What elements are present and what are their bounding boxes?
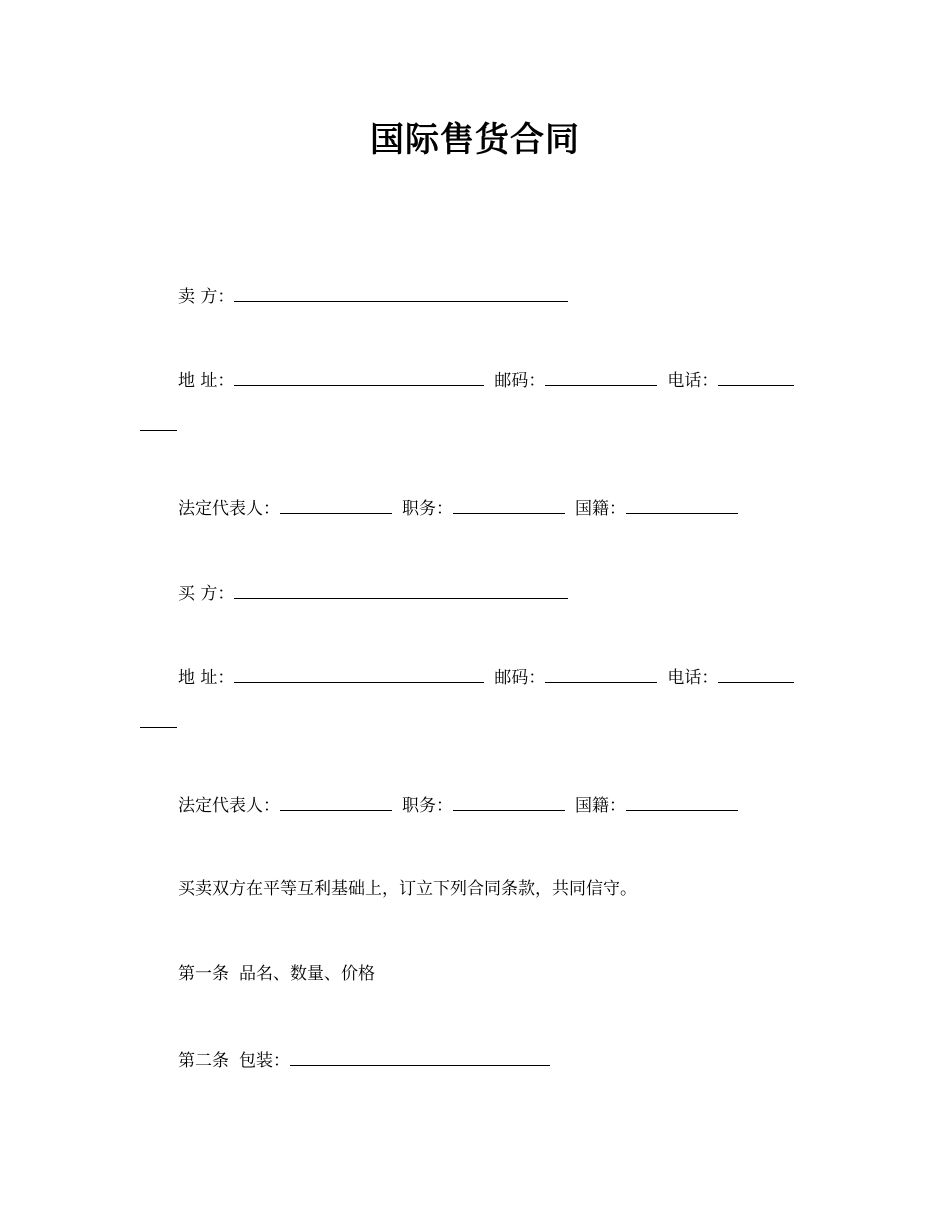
- seller-postcode-label: 邮码：: [494, 371, 546, 391]
- article-1: [178, 962, 375, 986]
- seller-rep-line: [178, 495, 738, 521]
- buyer-postcode-blank: [545, 664, 657, 683]
- seller-nationality-blank: [626, 495, 738, 514]
- buyer-nationality-blank: [626, 792, 738, 811]
- seller-nationality-label: 国籍：: [575, 499, 626, 519]
- buyer-line: [178, 580, 568, 606]
- seller-postcode-blank: [545, 367, 657, 386]
- buyer-address-label: 地 址：: [178, 668, 235, 688]
- article-number: 第一条: [178, 964, 229, 984]
- buyer-postcode-label: 邮码：: [494, 668, 546, 688]
- article-text: 品名、数量、价格: [239, 964, 375, 984]
- buyer-rep-line: [178, 792, 738, 818]
- preamble-paragraph: 买卖双方在平等互利基础上，订立下列合同条款，共同信守。: [178, 879, 637, 899]
- buyer-phone-label: 电话：: [667, 668, 719, 688]
- buyer-address-line: [178, 664, 794, 690]
- packaging-blank: [290, 1047, 550, 1066]
- seller-phone-blank: [718, 367, 794, 386]
- buyer-nationality-label: 国籍：: [575, 796, 626, 816]
- document-title: 国际售货合同: [370, 120, 580, 160]
- seller-label: 卖 方：: [178, 287, 235, 307]
- seller-position-label: 职务：: [402, 499, 453, 519]
- buyer-address-blank: [234, 664, 484, 683]
- seller-legal-rep-blank: [280, 495, 392, 514]
- seller-phone-label: 电话：: [667, 371, 719, 391]
- seller-phone-blank-continued: [140, 430, 177, 431]
- buyer-legal-rep-blank: [280, 792, 392, 811]
- buyer-label: 买 方：: [178, 584, 235, 604]
- article-text: 包装：: [239, 1051, 290, 1071]
- seller-address-line: [178, 367, 794, 393]
- seller-line: [178, 283, 568, 309]
- article-2: [178, 1047, 550, 1073]
- buyer-position-label: 职务：: [402, 796, 453, 816]
- buyer-phone-blank-continued: [140, 727, 177, 728]
- buyer-name-blank: [234, 580, 568, 599]
- seller-name-blank: [234, 283, 568, 302]
- buyer-legal-rep-label: 法定代表人：: [178, 796, 280, 816]
- seller-position-blank: [453, 495, 565, 514]
- buyer-position-blank: [453, 792, 565, 811]
- seller-legal-rep-label: 法定代表人：: [178, 499, 280, 519]
- buyer-phone-blank: [718, 664, 794, 683]
- seller-address-blank: [234, 367, 484, 386]
- seller-address-label: 地 址：: [178, 371, 235, 391]
- article-number: 第二条: [178, 1051, 229, 1071]
